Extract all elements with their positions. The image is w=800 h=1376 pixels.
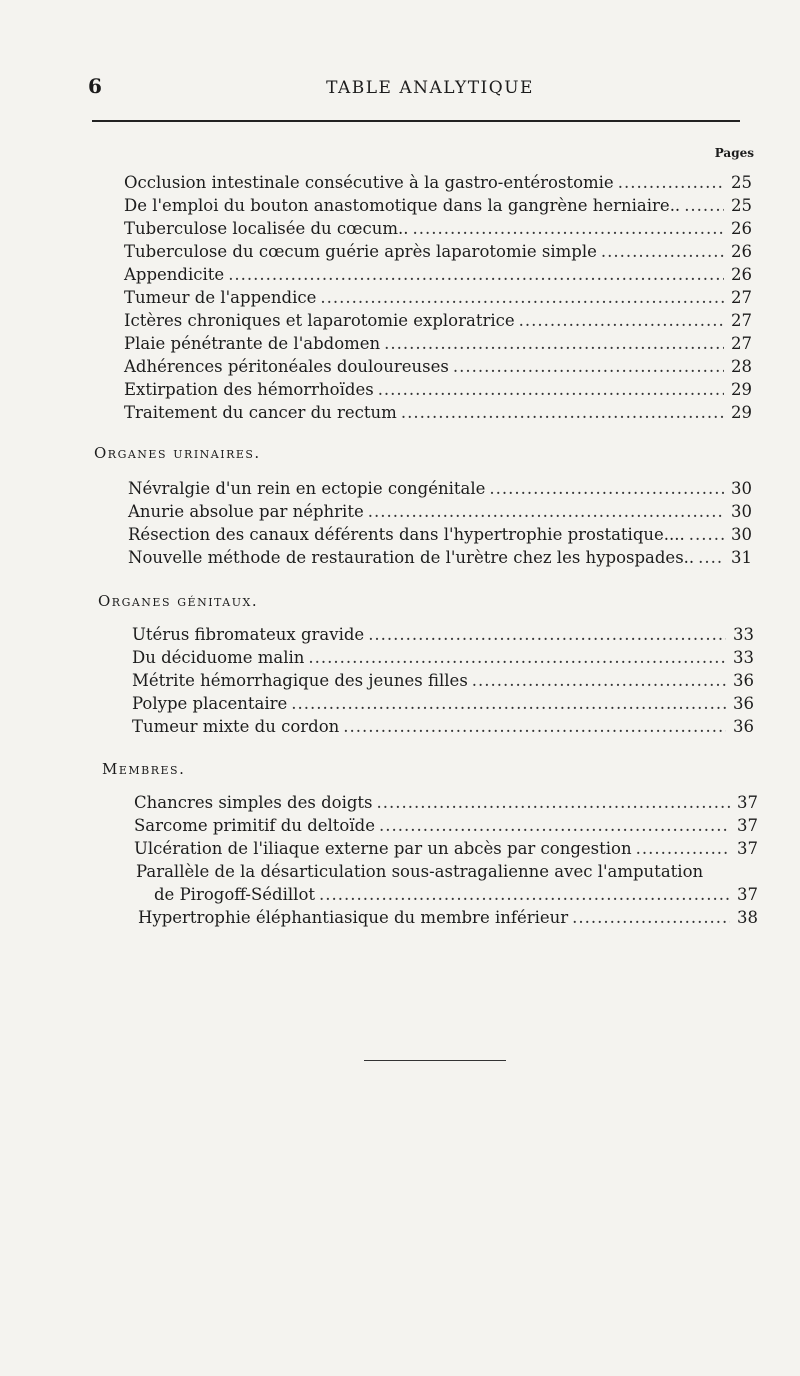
- toc-entry-title: de Pirogoff-Sédillot: [154, 885, 316, 904]
- toc-entry: [134, 792, 758, 814]
- dot-leader: [319, 884, 730, 906]
- section-heading: Organes génitaux.: [98, 592, 259, 610]
- toc-entry-title: Ulcération de l'iliaque externe par un abcès par congestion: [134, 839, 632, 858]
- section-heading: Organes urinaires.: [94, 444, 261, 462]
- toc-entry-page: 33: [733, 625, 754, 644]
- dot-leader: [377, 792, 730, 814]
- dot-leader: [379, 815, 730, 837]
- toc-entry: [124, 379, 752, 401]
- toc-entry: [134, 838, 758, 860]
- toc-entry-page: 38: [737, 908, 758, 927]
- toc-entry-page: 26: [731, 265, 752, 284]
- toc-entry-title: Parallèle de la désarticulation sous-astragalienne avec l'amputation: [136, 862, 704, 881]
- toc-entry: [132, 647, 754, 669]
- toc-entry-title: De l'emploi du bouton anastomotique dans la gangrène herniaire..: [124, 196, 681, 215]
- toc-entry-title: Tuberculose localisée du cœcum..: [124, 219, 409, 238]
- toc-entry: [124, 310, 752, 332]
- toc-entry-title: Du déciduome malin: [132, 648, 305, 667]
- toc-entry-page: 27: [731, 334, 752, 353]
- toc-entry: [132, 693, 754, 715]
- toc-entry-title: Plaie pénétrante de l'abdomen: [124, 334, 381, 353]
- toc-entry-page: 37: [737, 885, 758, 904]
- toc-entry-page: 33: [733, 648, 754, 667]
- dot-leader: [412, 218, 724, 240]
- toc-entry-page: 37: [737, 793, 758, 812]
- toc-entry: [124, 287, 752, 309]
- dot-leader: [308, 647, 726, 669]
- toc-entry-page: 37: [737, 839, 758, 858]
- toc-entry: [132, 624, 754, 646]
- dot-leader: [368, 501, 724, 523]
- toc-entry-title: Chancres simples des doigts: [134, 793, 373, 812]
- toc-entry-title: Nouvelle méthode de restauration de l'urètre chez les hypospades..: [128, 548, 695, 567]
- dot-leader: [401, 402, 724, 424]
- toc-entry: [132, 716, 754, 738]
- toc-entry-title: Sarcome primitif du deltoïde: [134, 816, 375, 835]
- closing-rule: [364, 1060, 506, 1061]
- toc-entry-page: 31: [731, 548, 752, 567]
- dot-leader: [291, 693, 726, 715]
- dot-leader: [618, 172, 724, 194]
- dot-leader: [698, 547, 724, 569]
- toc-entry-page: 29: [731, 403, 752, 422]
- dot-leader: [572, 907, 730, 929]
- toc-entry-title: Ictères chroniques et laparotomie exploratrice: [124, 311, 515, 330]
- pages-column-label: Pages: [714, 146, 754, 160]
- toc-entry: [128, 501, 752, 523]
- toc-entry: [128, 478, 752, 500]
- toc-entry-page: 36: [733, 717, 754, 736]
- running-title: TABLE ANALYTIQUE: [326, 78, 534, 98]
- toc-entry-title: Traitement du cancer du rectum: [124, 403, 397, 422]
- page-number: 6: [88, 74, 102, 98]
- toc-entry-page: 27: [731, 288, 752, 307]
- dot-leader: [519, 310, 724, 332]
- toc-entry-page: 28: [731, 357, 752, 376]
- dot-leader: [228, 264, 724, 286]
- dot-leader: [320, 287, 724, 309]
- toc-entry-page: 29: [731, 380, 752, 399]
- toc-entry-page: 26: [731, 219, 752, 238]
- toc-entry-page: 26: [731, 242, 752, 261]
- toc-entry-page: 25: [731, 173, 752, 192]
- toc-entry-title: Utérus fibromateux gravide: [132, 625, 365, 644]
- toc-entry-title: Résection des canaux déférents dans l'hypertrophie prostatique....: [128, 525, 685, 544]
- dot-leader: [472, 670, 726, 692]
- toc-entry: [124, 264, 752, 286]
- dot-leader: [601, 241, 724, 263]
- dot-leader: [636, 838, 730, 860]
- toc-entry: [128, 547, 752, 569]
- toc-entry: [124, 172, 752, 194]
- header-rule: [92, 120, 740, 122]
- toc-entry: [124, 333, 752, 355]
- toc-entry-page: 36: [733, 671, 754, 690]
- dot-leader: [453, 356, 724, 378]
- toc-entry-title: Adhérences péritonéales douloureuses: [124, 357, 449, 376]
- toc-entry-page: 37: [737, 816, 758, 835]
- toc-entry-title: Anurie absolue par néphrite: [128, 502, 364, 521]
- toc-entry: [132, 670, 754, 692]
- toc-entry: [124, 356, 752, 378]
- toc-entry: [124, 402, 752, 424]
- dot-leader: [343, 716, 726, 738]
- toc-entry-title: Occlusion intestinale consécutive à la gastro-entérostomie: [124, 173, 614, 192]
- toc-entry-page: 36: [733, 694, 754, 713]
- section-heading: Membres.: [102, 760, 186, 778]
- toc-entry: [124, 218, 752, 240]
- toc-entry-title: Hypertrophie éléphantiasique du membre inférieur: [138, 908, 569, 927]
- toc-entry-page: 30: [731, 525, 752, 544]
- toc-entry-page: 30: [731, 502, 752, 521]
- toc-entry-title: Métrite hémorrhagique des jeunes filles: [132, 671, 468, 690]
- dot-leader: [489, 478, 724, 500]
- toc-entry-multiline-first: [136, 861, 758, 883]
- toc-entry-page: 25: [731, 196, 752, 215]
- toc-entry: [138, 907, 758, 929]
- toc-entry-title: Extirpation des hémorrhoïdes: [124, 380, 374, 399]
- toc-entry-page: 30: [731, 479, 752, 498]
- dot-leader: [368, 624, 726, 646]
- toc-entry-page: 27: [731, 311, 752, 330]
- toc-entry-title: Polype placentaire: [132, 694, 288, 713]
- toc-entry-title: Tumeur de l'appendice: [124, 288, 317, 307]
- toc-entry: [124, 195, 752, 217]
- toc-entry: [128, 524, 752, 546]
- toc-entry-title: Tumeur mixte du cordon: [132, 717, 340, 736]
- dot-leader: [378, 379, 724, 401]
- toc-entry: [124, 241, 752, 263]
- toc-entry-title: Tuberculose du cœcum guérie après laparotomie simple: [124, 242, 597, 261]
- toc-entry-title: Névralgie d'un rein en ectopie congénitale: [128, 479, 486, 498]
- toc-entry-title: Appendicite: [124, 265, 225, 284]
- toc-entry: [134, 815, 758, 837]
- toc-entry-multiline-cont: [154, 884, 758, 906]
- dot-leader: [684, 195, 724, 217]
- dot-leader: [384, 333, 724, 355]
- dot-leader: [689, 524, 724, 546]
